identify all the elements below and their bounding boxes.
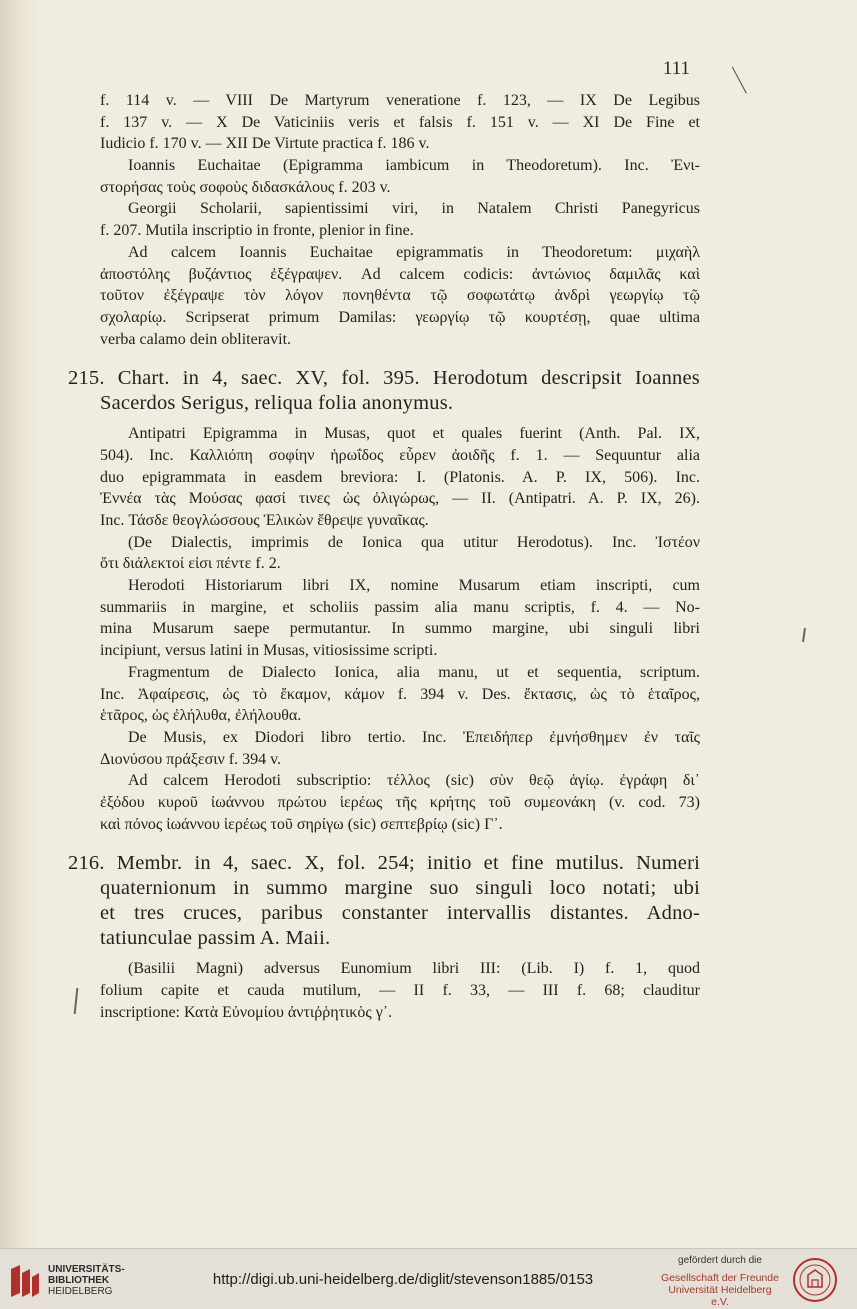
entry-216-body [100,958,700,1023]
intro-paragraphs [100,90,700,350]
text-line: (Basilii Magni) adversus Eunomium libri III: (Lib. I) f. 1, quod [128,960,700,978]
library-name-line: UNIVERSITÄTS- [48,1264,125,1275]
library-name-line: HEIDELBERG [48,1286,113,1297]
text-line: f. 137 v. — X De Vaticiniis veris et falsis f. 151 v. — XI De Fine et [100,113,700,131]
text-line: Georgii Scholarii, sapientissimi viri, in Natalem Christi Panegyricus [128,200,700,218]
corner-pencil-mark [732,60,758,93]
university-seal-icon [792,1257,838,1303]
entry-heading-line: tatiunculae passim A. Maii. [100,927,331,950]
page-text [68,90,700,1023]
text-line: καὶ πόνος ἰωάννου ἱερέως τοῦ σηρίγω (sic) σεπτεβρίῳ (sic) Γ᾽. [100,815,503,833]
text-line: verba calamo dein obliteravit. [100,330,292,348]
text-line: Herodoti Historiarum libri IX, nomine Musarum etiam inscripti, cum [128,577,700,595]
text-line: στορήσας τοὺς σοφοὺς διδασκάλους f. 203 v. [100,178,391,196]
text-line: Ad calcem Ioannis Euchaitae epigrammatis in Theodoretum: μιχαὴλ [128,243,700,261]
margin-mark [802,628,806,642]
text-line: ἀποστόλης βυζάντιος ἐξέγραψεν. Ad calcem codicis: ἀντώνιος δαμιλᾶς καὶ [100,265,700,283]
text-line: Inc. Τάσδε θεογλώσσους Ἑλικὼν ἔθρεψε γυναῖκας. [100,512,429,529]
text-line: (De Dialectis, imprimis de Ionica qua utitur Herodotus). Inc. Ἰστέον [128,533,700,551]
text-line: Διονύσου πράξεσιν f. 394 v. [100,750,282,768]
footer-bar [0,1248,857,1309]
text-line: folium capite et cauda mutilum, — II f. 33, — III f. 68; clauditur [100,982,700,999]
library-name [48,1264,125,1297]
entry-heading-line: Sacerdos Serigus, reliqua folia anonymus. [100,392,454,415]
uni-library-logo-icon [8,1263,42,1299]
sponsor-label: gefördert durch die [678,1255,762,1266]
text-line: Iudicio f. 170 v. — XII De Virtute practica f. 186 v. [100,135,430,153]
text-line: inscriptione: Κατὰ Εὐνομίου ἀντιῤῥητικὸς γ᾽. [100,1003,393,1021]
text-line: ὅτι διάλεκτοί εἰσι πέντε f. 2. [100,555,281,573]
text-line: f. 207. Mutila inscriptio in fronte, plenior in fine. [100,222,414,240]
library-name-line: BIBLIOTHEK [48,1275,110,1286]
text-line: incipiunt, versus latini in Musas, vitiosissime scripti. [100,642,438,660]
entry-215-heading [68,366,700,416]
text-line: Ioannis Euchaitae (Epigramma iambicum in Theodoretum). Inc. Ἐνι- [128,157,700,175]
page-gutter [0,0,40,1248]
text-line: Ἐννέα τὰς Μούσας φασί τινες ὡς ὀλιγώρως, — II. (Antipatri. A. P. IX, 26). [100,490,700,508]
text-line: f. 114 v. — VIII De Martyrum veneratione f. 123, — IX De Legibus [100,92,700,109]
sponsor-name-line: Universität Heidelberg e.V. [668,1284,772,1308]
entry-heading-line: quaternionum in summo margine suo singuli loco notati; ubi [100,877,700,900]
text-line: mina Musarum saepe permutantur. In summo margine, ubi singuli libri [100,620,700,638]
text-line: σχολαρίῳ. Scripserat primum Damilas: γεωργίῳ τῷ κουρτέσῃ, quae ultima [100,308,700,326]
text-line: ἑτᾶρος, ὡς ἐλήλυθα, ἐλήλουθα. [100,707,302,725]
text-line: Inc. Ἀφαίρεσις, ὡς τὸ ἔκαμον, κάμον f. 394 v. Des. ἔκτασις, ὡς τὸ ἑταῖρος, [100,685,700,703]
entry-215-body [100,423,700,835]
text-line: ἐξόδου κυροῦ ἰωάννου πρώτου ἱερέως τῆς κρήτης τοῦ συμεονάκη (v. cod. 73) [100,793,700,811]
margin-mark [74,988,79,1014]
sponsor-name[interactable] [660,1272,780,1308]
page-number: 111 [662,58,690,79]
entry-heading-line: et tres cruces, paribus constanter intervallis distantes. Adno- [100,902,700,925]
text-line: De Musis, ex Diodori libro tertio. Inc. Ἐπειδήπερ ἐμνήσθημεν ἐν ταῖς [128,728,700,746]
sponsor-name-line: Gesellschaft der Freunde [661,1272,779,1284]
entry-heading-line: 215. Chart. in 4, saec. XV, fol. 395. Herodotum descripsit Ioannes [68,367,700,390]
text-line: 504). Inc. Καλλιόπη σοφίην ἡρωΐδος εὗρεν ἀοιδῆς f. 1. — Sequuntur alia [100,446,700,464]
text-line: summariis in margine, et scholiis passim alia manu scriptis, f. 4. — No- [100,598,700,616]
entry-216-heading [68,851,700,951]
sponsor-block [660,1255,780,1308]
text-line: Ad calcem Herodoti subscriptio: τέλλος (sic) σὺν θεῷ ἁγίῳ. ἐγράφη δι᾽ [128,772,700,790]
text-line: Fragmentum de Dialecto Ionica, alia manu, ut et sequentia, scriptum. [128,663,700,681]
text-line: Antipatri Epigramma in Musas, quot et quales fuerint (Anth. Pal. IX, [128,425,700,443]
entry-heading-line: 216. Membr. in 4, saec. X, fol. 254; initio et fine mutilus. Numeri [68,852,700,875]
text-line: τοῦτον ἐξέγραψε τὸν λόγον πονηθέντα τῷ σοφωτάτῳ ἀνδρὶ γεωργίῳ τῷ [100,287,700,305]
text-line: duo epigrammata in easdem breviora: I. (Platonis. A. P. IX, 506). Inc. [100,468,700,486]
permalink-url[interactable]: http://digi.ub.uni-heidelberg.de/diglit/stevenson1885/0153 [212,1271,594,1288]
